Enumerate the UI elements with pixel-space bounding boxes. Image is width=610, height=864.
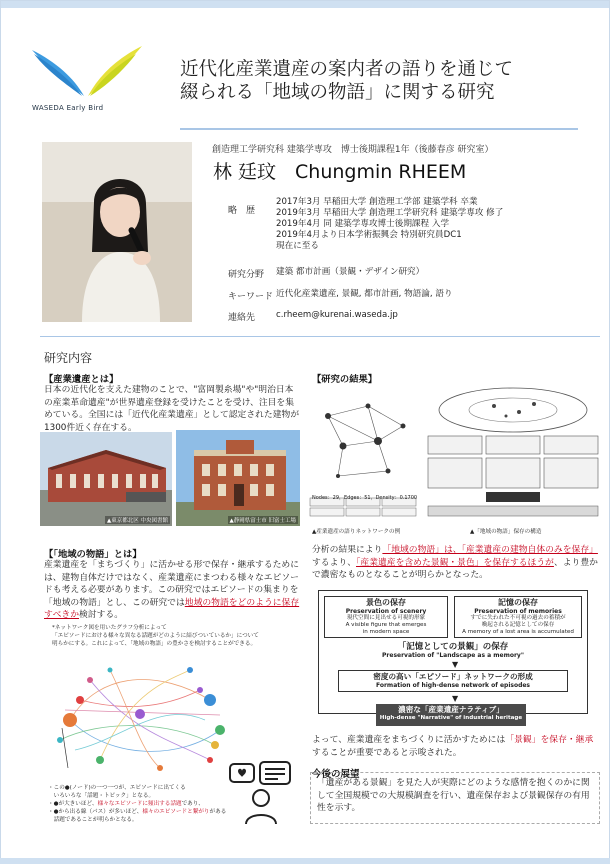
results-text-a: 分析の結果により [312,545,383,555]
scenery-desc: 現代空間に見出せる可視的形象 [346,615,426,621]
future-box [310,772,600,824]
title-line-2: 綴られる「地域の物語」に関する研究 [180,82,495,103]
preservation-structure-figure [424,380,602,520]
note-line: *ネットワーク図を用いたグラフ分析によって [52,625,167,631]
field-label: 研究分野 [228,270,265,280]
narrative-box [376,704,526,726]
narrative-en: High-dense "Narrative" of industrial heritage [379,715,523,721]
conclusion-emphasis: 「景観」を保存・継承 [505,735,594,745]
history-item: 現在に至る [276,241,319,251]
history-item: 2019年4月 同 建築学専攻博士後期課程 入学 [276,219,450,229]
story-text-emphasis: 地域の物語をどのように保存すべきか [44,597,300,620]
photo1-caption: ▲東京都北区 中央図書館 [107,518,168,524]
legend-line: 話題であることが明らかとなる。 [48,817,138,823]
results-text-c: 、より豊かで濃密なものとなることが明らかとなった。 [312,557,598,580]
results-text [312,544,602,582]
history-item: 2017年3月 早稲田大学 創造理工学部 建築学科 卒業 [276,197,478,207]
history-item: 2019年3月 早稲田大学 創造理工学研究科 建築学専攻 修了 [276,208,504,218]
keyword-value: 近代化産業遺産, 景観, 都市計画, 物語論, 語り [276,289,453,299]
memory-title: 記憶の保存 [498,598,538,607]
title-line-1: 近代化産業遺産の案内者の語りを通じて [180,59,514,80]
legend-line [48,808,258,816]
episode-network-box [338,670,568,692]
conclusion-a: よって、産業遺産をまちづくりに活かすためには [312,735,506,745]
results-text-b: するより、 [312,557,356,568]
future-text: 「遺産がある景観」を見た人が実際にどのような感情を抱くのかに関して全国規模での大規模調査を行い、遺産保存および景観保存の有用性を示す。 [317,778,590,813]
scenery-title: 景色の保存 [366,598,406,607]
logo-text: WASEDA Early Bird [32,104,104,112]
bottom-band [0,858,610,864]
conclusion-text [312,734,602,759]
narrative-network-figure [308,386,420,526]
landscape-memory-box [324,640,582,660]
heritage-text: 日本の近代化を支えた建物のことで、"富岡製糸場"や"明治日本の産業革命遺産"が世界遺産登録を受けたことを受け、注目を集めている。全国には「近代化産業遺産」として認定された建物が1300件近く存在する。 [44,385,300,433]
chat-emotion-icon [228,760,294,826]
scenery-box [324,596,448,638]
scenery-desc: in modern space [362,629,410,635]
library-photo [40,432,172,526]
photo2-caption: ▲静岡県富士市 旧富士工場 [229,518,296,524]
conclusion-b: することが重要であると示唆された。 [312,747,462,758]
story-text [44,559,300,622]
legend-text: ・●が大きいほど、 [48,801,98,807]
network-note [52,624,302,648]
legend-text: ・●から出る線（パス）が多いほど、 [48,809,143,815]
heritage-heading: 【産業遺産とは】 [44,374,119,385]
field-value: 建築 都市計画（景観・デザイン研究） [276,267,425,277]
future-heading: 今後の展望 [312,769,360,780]
portrait-photo [42,142,192,322]
network-stats: Nodes：29，Edges：51，Density：0.1700 [312,495,418,501]
waseda-early-bird-logo [26,44,146,110]
researcher-name: 林 廷玟 Chungmin RHEEM [213,161,467,183]
memory-box [454,596,582,638]
contact-email[interactable]: c.rheem@kurenai.waseda.jp [276,310,398,320]
keyword-label: キーワード [228,292,274,302]
memory-en: Preservation of memories [474,608,562,615]
legend-emphasis: 様々なエピソードに頻出する話題 [97,801,182,807]
structure-caption: ▲「地域の物語」保存の構造 [470,529,542,535]
episode-network-en: Formation of high-dense network of episodes [376,682,530,689]
legend-text: がある [209,809,227,815]
episode-network-title: 密度の高い「エピソード」ネットワークの形成 [373,672,533,681]
title-rule [180,128,578,130]
legend-text: であり、 [181,801,204,807]
note-line: 明らかにする。これによって、「地域の物語」の豊かさを検討することができる。 [52,641,257,647]
arrow-down-icon: ▼ [452,660,459,669]
narrative-title: 濃密な「産業遺産ナラティブ」 [398,705,504,714]
profile-rule [40,336,600,337]
scenery-desc: A visible figure that emerges [345,622,427,628]
memory-desc: すでに失われた不可視の過去の蓄積が [470,615,566,621]
results-emphasis-1: 「地域の物語」は、「産業遺産の建物自体のみを保存」 [382,545,598,555]
contact-label: 連絡先 [228,313,256,323]
network-graph [40,650,240,780]
legend-emphasis: 様々のエピソードと繋がり [142,809,210,815]
history-label: 略 歴 [228,206,256,216]
memory-desc: A memory of a lost area is accumulated [462,629,574,635]
scenery-en: Preservation of scenery [345,608,427,615]
section-title: 研究内容 [44,351,93,365]
note-line: 「エピソードにおける様々な異なる話題がどのように結びついているか」について [52,633,259,639]
results-heading: 【研究の結果】 [312,374,378,385]
landscape-memory-title: 「記憶としての景観」の保存 [397,642,509,652]
memory-desc: 喚起される記憶としての保存 [481,622,555,628]
history-item: 2019年4月より日本学術振興会 特別研究員DC1 [276,230,462,240]
story-text-b: 検討する。 [79,610,124,620]
factory-photo [176,430,300,526]
results-emphasis-2: 「産業遺産を含めた景観・景色」を保存するほうが [356,557,554,568]
legend-line: ・この●(ノード)の一つ一つが、エピソードに出てくる [48,785,186,791]
poster-title [180,58,580,104]
affiliation: 創造理工学研究科 建築学専攻 博士後期課程1年（後藤春彦 研究室） [212,145,494,155]
network-legend [48,784,258,824]
legend-line [48,800,258,808]
story-heading: 【「地域の物語」とは】 [44,549,142,560]
legend-line: いろいろな「話題・トピック」となる。 [48,793,155,799]
history-list [276,197,503,252]
arrow-down-icon: ▼ [452,694,459,703]
network-caption: ▲産業遺産の語りネットワークの例 [312,529,401,535]
story-text-a: 産業遺産を「まちづくり」に活かせる形で保存・継承するためには、建物自体だけではなく、産業遺産にまつわる様々なエピソードも考える必要があります。この研究ではエピソードの集まりを「地域の物語」とし、この研究では [44,560,300,608]
landscape-memory-en: Preservation of "Landscape as a memory" [382,652,524,659]
